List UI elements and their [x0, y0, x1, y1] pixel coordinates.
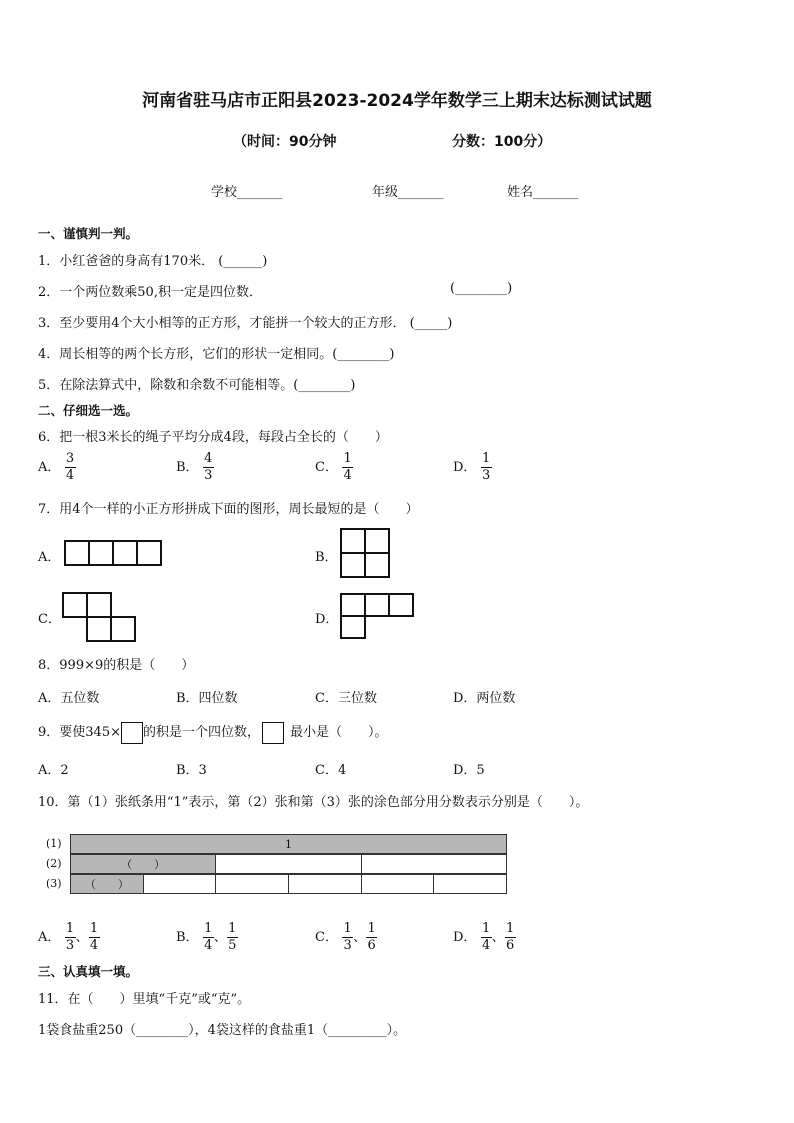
- q8-option-c: C．三位数: [315, 691, 377, 706]
- q8-option-a: A．五位数: [38, 691, 100, 706]
- option-label: D．: [453, 460, 477, 475]
- q7-label-c: C．: [38, 612, 61, 627]
- strip-2-cell: [216, 855, 361, 874]
- strip-3-cell: [361, 875, 434, 894]
- q7-label-a: A．: [38, 550, 61, 565]
- strip-3-shaded: （ ）: [71, 875, 144, 894]
- strip-3: [70, 874, 507, 894]
- section-heading-2: 二、仔细选一选。: [38, 403, 139, 418]
- question-10: 10．第（1）张纸条用“1”表示，第（2）张和第（3）张的涂色部分用分数表示分别是（ ）。: [38, 795, 589, 810]
- section-heading-1: 一、谨慎判一判。: [38, 226, 139, 241]
- question-8: 8．999×9的积是（ ）: [38, 658, 195, 673]
- question-9: 9．要使345× 的积是一个四位数， 最小是（ ）。: [38, 721, 388, 744]
- fraction: $\frac{1}{4}$: [343, 451, 352, 483]
- fraction: $\frac{3}{4}$: [65, 451, 75, 483]
- fraction: $\frac{1}{3}$: [481, 451, 491, 483]
- option-label: C．: [315, 460, 338, 475]
- school-field: 学校_______: [211, 185, 283, 200]
- q10-option-b: B． $\frac{1}{4}$ 、 $\frac{1}{5}$: [176, 921, 237, 953]
- strip-label-1: (1): [46, 837, 62, 850]
- strip-3-cell: [288, 875, 361, 894]
- q7-label-d: D．: [315, 612, 339, 627]
- section-heading-3: 三、认真填一填。: [38, 964, 139, 979]
- q6-option-a: [38, 452, 76, 483]
- question-7: 7．用4个一样的小正方形拼成下面的图形，周长最短的是（ ）: [38, 502, 419, 517]
- name-field: 姓名_______: [507, 185, 579, 200]
- q10-option-c: C． $\frac{1}{3}$ 、 $\frac{1}{6}$: [315, 921, 376, 953]
- question-11-line: 1袋食盐重250（________），4袋这样的食盐重1（_________）。: [38, 1023, 407, 1038]
- question-2: 2．一个两位数乘50,积一定是四位数．: [38, 285, 262, 300]
- question-6: 6．把一根3米长的绳子平均分成4段，每段占全长的（ ）: [38, 430, 388, 445]
- question-1: 1．小红爸爸的身高有170米． (______): [38, 254, 268, 269]
- strip-3-cell: [216, 875, 289, 894]
- q9-option-c: C．4: [315, 763, 347, 778]
- strip-1-cell: 1: [71, 835, 507, 854]
- question-5: 5．在除法算式中，除数和余数不可能相等。(________): [38, 378, 356, 393]
- question-11: 11．在（ ）里填“千克”或“克”。: [38, 992, 251, 1007]
- strip-label-2: (2): [46, 857, 62, 870]
- strip-3-cell: [434, 875, 507, 894]
- option-label: B．: [176, 460, 199, 475]
- blank-box: [262, 722, 284, 744]
- question-4: 4．周长相等的两个长方形，它们的形状一定相同。(________): [38, 347, 395, 362]
- exam-time: （时间：90分钟: [233, 134, 337, 150]
- q8-option-b: B．四位数: [176, 691, 238, 706]
- strip-2-shaded: （ ）: [71, 855, 216, 874]
- q6-option-c: [315, 452, 353, 483]
- q10-option-a: A． $\frac{1}{3}$ 、 $\frac{1}{4}$: [38, 921, 99, 953]
- grade-field: 年级_______: [372, 185, 444, 200]
- q6-option-d: [453, 452, 492, 483]
- q8-option-d: D．两位数: [453, 691, 516, 706]
- q10-option-d: D． $\frac{1}{4}$ 、 $\frac{1}{6}$: [453, 921, 515, 953]
- strip-2: [70, 854, 507, 874]
- fraction: $\frac{4}{3}$: [204, 451, 213, 483]
- strip-label-3: (3): [46, 877, 62, 890]
- question-2-blank: (________): [450, 281, 513, 296]
- blank-box: [121, 722, 143, 744]
- strip-3-cell: [143, 875, 216, 894]
- q9-option-a: A．2: [38, 763, 69, 778]
- question-3: 3．至少要用4个大小相等的正方形，才能拼一个较大的正方形． (_____): [38, 316, 453, 331]
- page-title: 河南省驻马店市正阳县2023-2024学年数学三上期末达标测试试题: [142, 91, 652, 111]
- strip-2-cell: [361, 855, 506, 874]
- q7-label-b: B．: [315, 550, 338, 565]
- exam-score: 分数：100分）: [452, 134, 552, 150]
- q9-option-d: D．5: [453, 763, 485, 778]
- q6-option-b: [176, 452, 214, 483]
- strip-1: [70, 834, 507, 854]
- q9-option-b: B．3: [176, 763, 207, 778]
- option-label: A．: [38, 460, 61, 475]
